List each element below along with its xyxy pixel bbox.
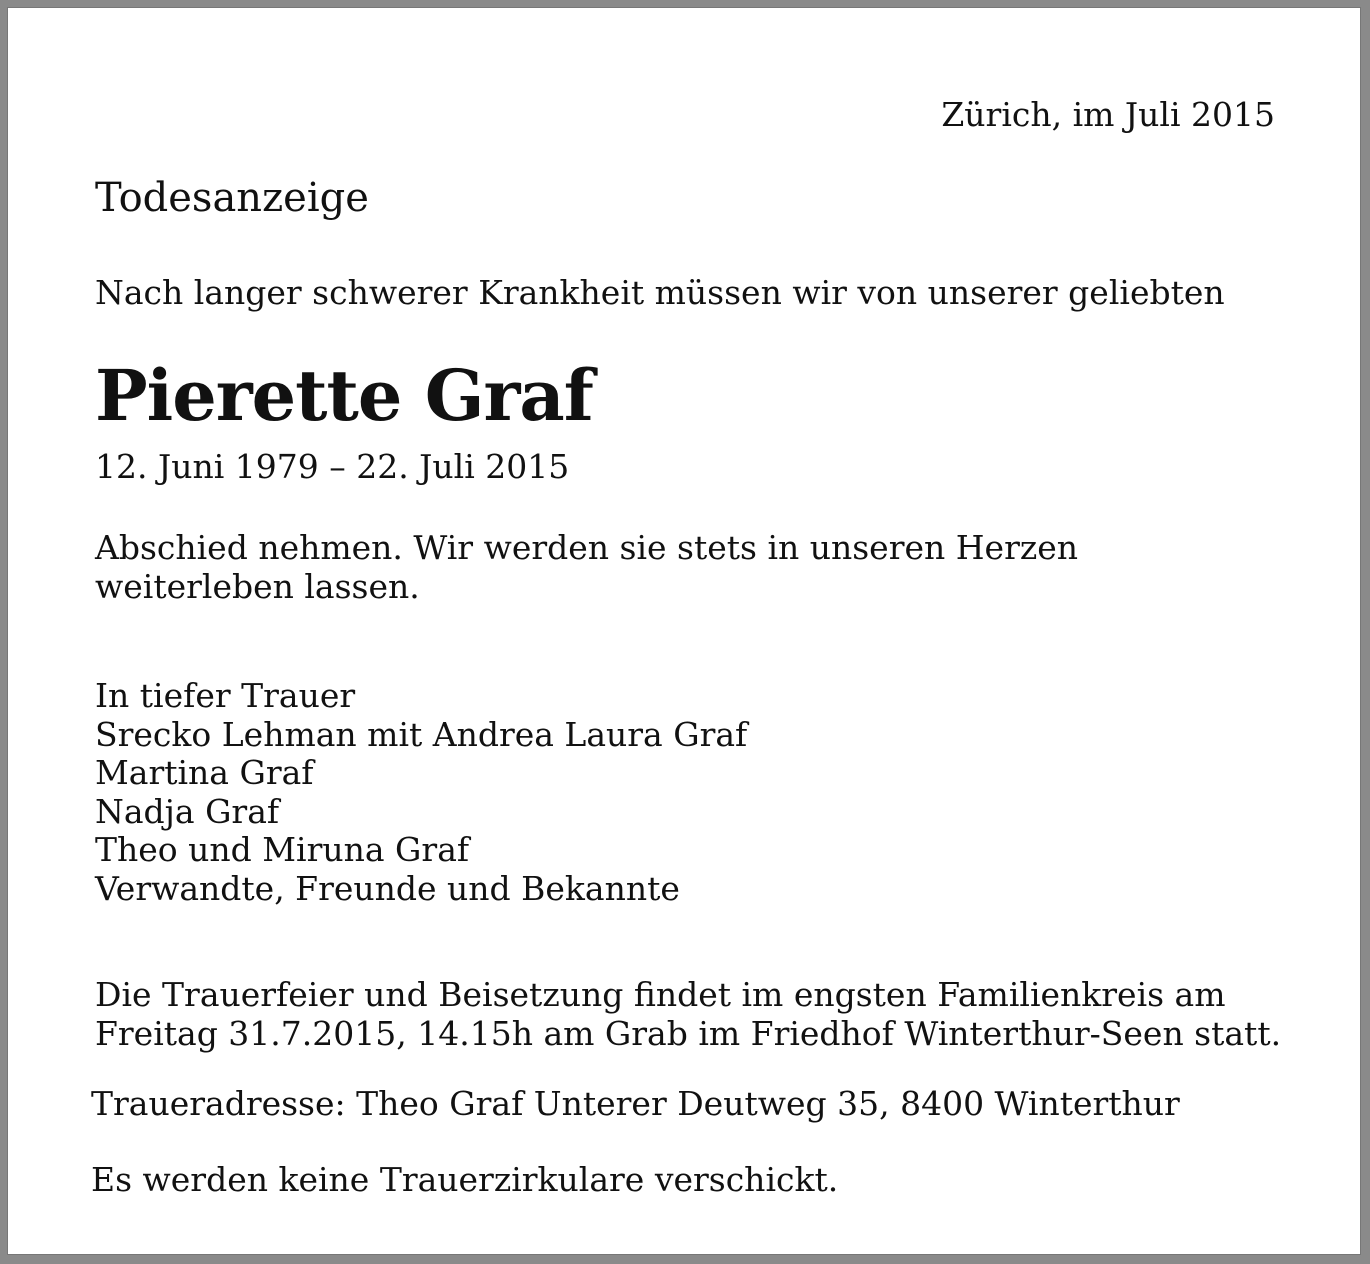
mourners-line: Nadja Graf (95, 791, 280, 831)
obituary-page (8, 8, 1360, 1254)
life-dates: 12. Juni 1979 – 22. Juli 2015 (95, 447, 570, 486)
circular-note: Es werden keine Trauerzirkulare verschickt. (91, 1160, 839, 1199)
date-place: Zürich, im Juli 2015 (941, 95, 1275, 134)
farewell-line: Abschied nehmen. Wir werden sie stets in unseren Herzen (95, 528, 1079, 567)
service-details (95, 976, 1281, 1053)
mourners-list (95, 677, 747, 908)
mourners-line: Martina Graf (95, 753, 314, 792)
mourners-line: Theo und Miruna Graf (95, 830, 470, 869)
mourners-line: In tiefer Trauer (95, 676, 356, 715)
intro-text: Nach langer schwerer Krankheit müssen wir von unserer geliebten (95, 273, 1225, 312)
mourning-address: Traueradresse: Theo Graf Unterer Deutweg 35, 8400 Winterthur (91, 1084, 1180, 1123)
deceased-name: Pierette Graf (95, 354, 593, 437)
mourners-line: Verwandte, Freunde und Bekannte (95, 868, 680, 908)
mourners-line: Srecko Lehman mit Andrea Laura Graf (95, 714, 748, 754)
service-line: Die Trauerfeier und Beisetzung findet im engsten Familienkreis am (95, 975, 1226, 1014)
service-line: Freitag 31.7.2015, 14.15h am Grab im Friedhof Winterthur-Seen statt. (95, 1013, 1282, 1053)
farewell-text (95, 529, 1078, 606)
farewell-line: weiterleben lassen. (95, 566, 420, 606)
notice-heading: Todesanzeige (95, 175, 369, 221)
